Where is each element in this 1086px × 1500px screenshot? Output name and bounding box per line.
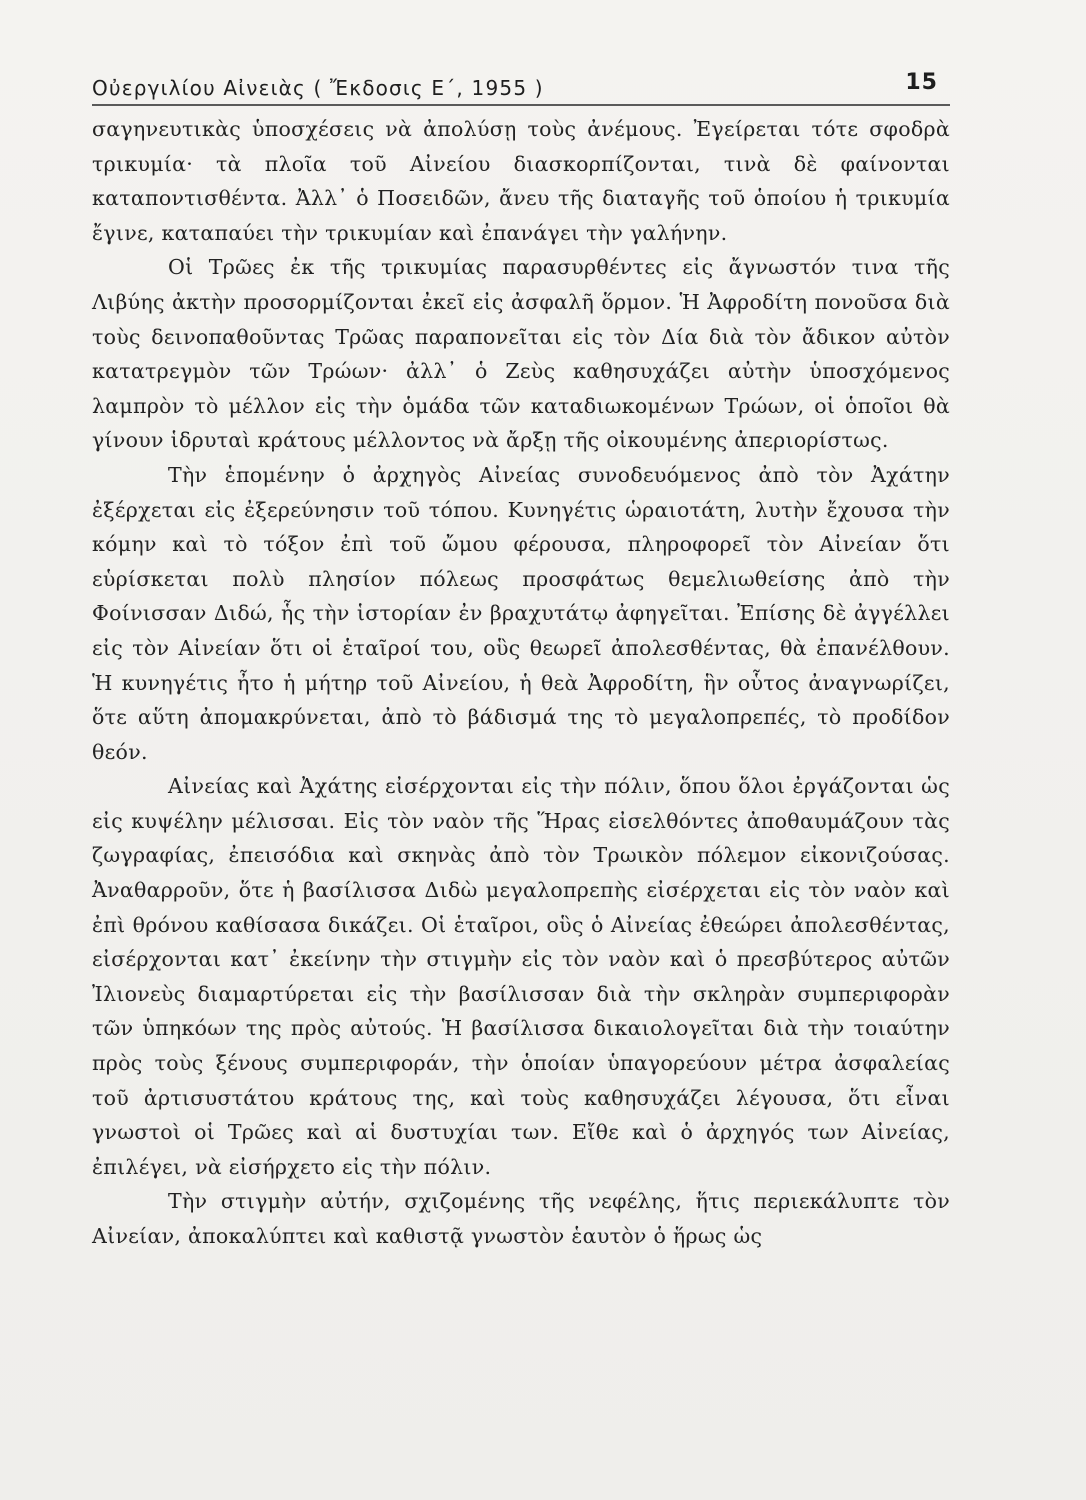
paragraph: Αἰνείας καὶ Ἀχάτης εἰσέρχονται εἰς τὴν πόλιν, ὅπου ὅλοι ἐργάζονται ὡς εἰς κυψέλην μέλισσαι. Εἰς τὸν ναὸν τῆς Ἥρας εἰσελθόντες ἀποθαυμάζουν τὰς ζωγραφίας, ἐπεισόδια καὶ σκηνὰς ἀπὸ τὸν Τρωικὸν πόλεμον εἰκονιζούσας. Ἀναθαρροῦν, ὅτε ἡ βασίλισσα Διδὼ μεγαλοπρεπὴς εἰσέρχεται εἰς τὸν ναὸν καὶ ἐπὶ θρόνου καθίσασα δικάζει. Οἱ ἑταῖροι, οὓς ὁ Αἰνείας ἐθεώρει ἀπολεσθέντας, εἰσέρχονται κατ᾿ ἐκείνην τὴν στιγμὴν εἰς τὸν ναὸν καὶ ὁ πρεσβύτερος αὐτῶν Ἰλιονεὺς διαμαρτύρεται εἰς τὴν βασίλισσαν διὰ τὴν σκληρὰν συμπεριφορὰν τῶν ὑπηκόων της πρὸς αὐτούς. Ἡ βασίλισσα δικαιολογεῖται διὰ τὴν τοιαύτην πρὸς τοὺς ξένους συμπεριφοράν, τὴν ὁποίαν ὑπαγορεύουν μέτρα ἀσφαλείας τοῦ ἀρτισυστάτου κράτους της, καὶ τοὺς καθησυχάζει λέγουσα, ὅτι εἶναι γνωστοὶ οἱ Τρῶες καὶ αἱ δυστυχίαι των. Εἴθε καὶ ὁ ἀρχηγός των Αἰνείας, ἐπιλέγει, νὰ εἰσήρχετο εἰς τὴν πόλιν.: [92, 774, 950, 1179]
paragraph-continuation: σαγηνευτικὰς ὑποσχέσεις νὰ ἀπολύσῃ τοὺς ἀνέμους. Ἐγείρεται τότε σφοδρὰ τρικυμία· τὰ πλοῖα τοῦ Αἰνείου διασκορπίζονται, τινὰ δὲ φαίνονται καταποντισθέντα. Ἀλλ᾿ ὁ Ποσειδῶν, ἄνευ τῆς διαταγῆς τοῦ ὁποίου ἡ τρικυμία ἔγινε, καταπαύει τὴν τρικυμίαν καὶ ἐπανάγει τὴν γαλήνην.: [92, 117, 950, 245]
page-number: 15: [905, 70, 938, 95]
paragraph: Τὴν στιγμὴν αὐτήν, σχιζομένης τῆς νεφέλης, ἥτις περιεκάλυπτε τὸν Αἰνείαν, ἀποκαλύπτει καὶ καθιστᾷ γνωστὸν ἑαυτὸν ὁ ἥρως ὡς: [92, 1189, 950, 1248]
paragraph: Τὴν ἑπομένην ὁ ἀρχηγὸς Αἰνείας συνοδευόμενος ἀπὸ τὸν Ἀχάτην ἐξέρχεται εἰς ἐξερεύνησιν τοῦ τόπου. Κυνηγέτις ὡραιοτάτη, λυτὴν ἔχουσα τὴν κόμην καὶ τὸ τόξον ἐπὶ τοῦ ὤμου φέρουσα, πληροφορεῖ τὸν Αἰνείαν ὅτι εὑρίσκεται πολὺ πλησίον πόλεως προσφάτως θεμελιωθείσης ἀπὸ τὴν Φοίνισσαν Διδώ, ἧς τὴν ἱστορίαν ἐν βραχυτάτῳ ἀφηγεῖται. Ἐπίσης δὲ ἀγγέλλει εἰς τὸν Αἰνείαν ὅτι οἱ ἑταῖροί του, οὓς θεωρεῖ ἀπολεσθέντας, θὰ ἐπανέλθουν. Ἡ κυνηγέτις ἦτο ἡ μήτηρ τοῦ Αἰνείου, ἡ θεὰ Ἀφροδίτη, ἣν οὗτος ἀναγνωρίζει, ὅτε αὕτη ἀπομακρύνεται, ἀπὸ τὸ βάδισμά της τὸ μεγαλοπρεπές, τὸ προδίδον θεόν.: [92, 462, 950, 764]
header-rule: [92, 104, 950, 106]
paragraph: Οἱ Τρῶες ἐκ τῆς τρικυμίας παρασυρθέντες εἰς ἄγνωστόν τινα τῆς Λιβύης ἀκτὴν προσορμίζονται ἐκεῖ εἰς ἀσφαλῆ ὅρμον. Ἡ Ἀφροδίτη πονοῦσα διὰ τοὺς δεινοπαθοῦντας Τρῶας παραπονεῖται εἰς τὸν Δία διὰ τὸν ἄδικον αὐτὸν κατατρεγμὸν τῶν Τρώων· ἀλλ᾿ ὁ Ζεὺς καθησυχάζει αὐτὴν ὑποσχόμενος λαμπρὸν τὸ μέλλον εἰς τὴν ὁμάδα τῶν καταδιωκομένων Τρώων, οἱ ὁποῖοι θὰ γίνουν ἱδρυταὶ κράτους μέλλοντος νὰ ἄρξῃ τῆς οἰκουμένης ἀπεριορίστως.: [92, 255, 950, 453]
body-text: [92, 112, 950, 1254]
running-title: Οὐεργιλίου Αἰνειὰς ( Ἔκδοσις Ε΄, 1955 ): [92, 76, 544, 100]
running-header: [92, 66, 950, 106]
